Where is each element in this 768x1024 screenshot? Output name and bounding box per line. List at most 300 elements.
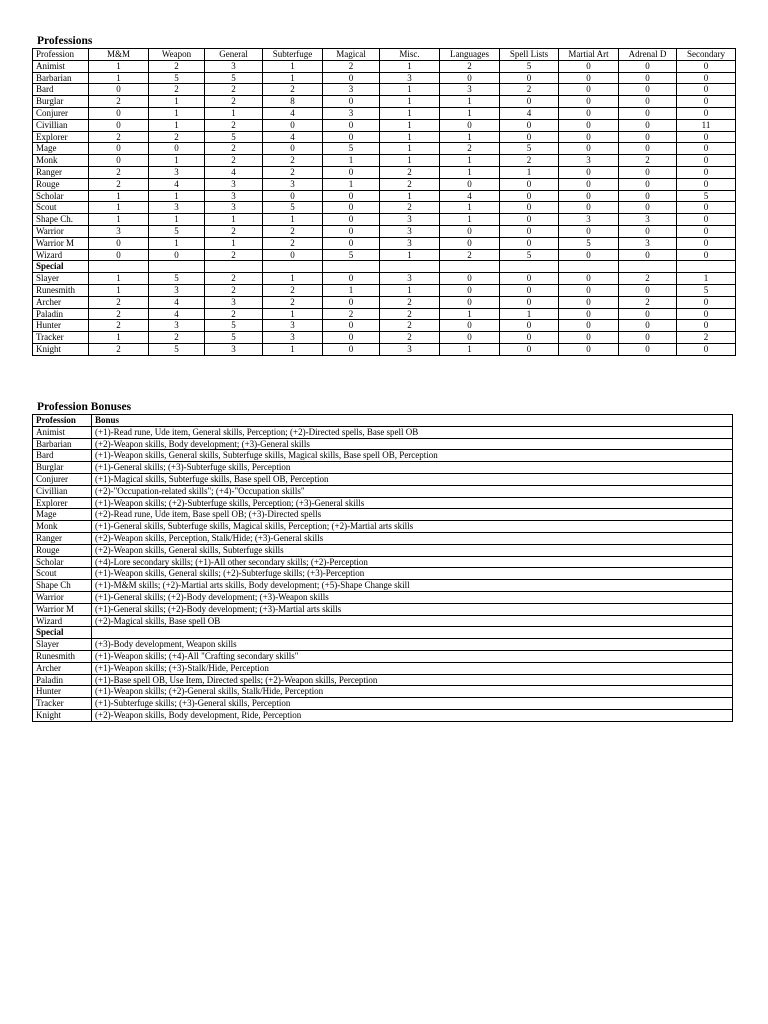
table-cell: 4: [263, 107, 323, 119]
table-cell: 0: [619, 107, 677, 119]
table-cell: 2: [89, 96, 149, 108]
table-cell: 1: [149, 237, 205, 249]
table-row: [33, 96, 736, 108]
table-cell: 0: [440, 296, 500, 308]
table-cell: 0: [619, 343, 677, 355]
table-cell: 3: [380, 237, 440, 249]
table-cell: 2: [263, 155, 323, 167]
table-cell: 0: [323, 273, 380, 285]
table-cell: 3: [149, 202, 205, 214]
table-cell: 0: [500, 178, 559, 190]
table-cell: 3: [205, 60, 263, 72]
table-header-row: [33, 49, 736, 61]
table-cell: 3: [323, 84, 380, 96]
profession-name: Rouge: [33, 178, 89, 190]
table-cell: 1: [380, 143, 440, 155]
table-cell: 3: [149, 166, 205, 178]
table-cell: 1: [149, 96, 205, 108]
table-cell: 1: [89, 202, 149, 214]
table-cell: 2: [205, 273, 263, 285]
table-cell: 5: [500, 143, 559, 155]
bonus-text: (+3)-Body development, Weapon skills: [92, 639, 733, 651]
table-row: [33, 178, 736, 190]
table-cell: 3: [323, 107, 380, 119]
table-cell: 4: [149, 296, 205, 308]
table-cell: 2: [205, 249, 263, 261]
table-cell: 3: [619, 214, 677, 226]
profession-name: Conjurer: [33, 107, 89, 119]
table-cell: 0: [440, 72, 500, 84]
table-cell: 1: [263, 72, 323, 84]
table-cell: 2: [440, 143, 500, 155]
column-header: Profession: [33, 49, 89, 61]
table-cell: 0: [500, 296, 559, 308]
table-cell: 2: [380, 296, 440, 308]
table-cell: 0: [440, 178, 500, 190]
table-row: [33, 190, 736, 202]
table-cell: 0: [323, 320, 380, 332]
profession-name: Warrior M: [33, 237, 89, 249]
table-cell: 0: [500, 332, 559, 344]
table-cell: 0: [440, 225, 500, 237]
table-cell: 1: [500, 308, 559, 320]
table-cell: [149, 261, 205, 273]
table-cell: 1: [323, 178, 380, 190]
table-cell: 0: [559, 96, 619, 108]
table-row: [33, 72, 736, 84]
profession-name: Knight: [33, 343, 89, 355]
table-cell: 3: [205, 343, 263, 355]
table-cell: 0: [677, 178, 736, 190]
table-cell: 3: [619, 237, 677, 249]
table-cell: 4: [440, 190, 500, 202]
table-row: [33, 485, 733, 497]
table-cell: 3: [559, 155, 619, 167]
profession-name: Scholar: [33, 556, 92, 568]
bonus-text: (+1)-General skills; (+3)-Subterfuge skills, Perception: [92, 462, 733, 474]
table-cell: 5: [323, 143, 380, 155]
table-cell: 1: [380, 84, 440, 96]
table-cell: 0: [619, 143, 677, 155]
table-cell: 3: [380, 72, 440, 84]
table-cell: 5: [205, 320, 263, 332]
table-cell: 1: [380, 284, 440, 296]
table-cell: 1: [89, 60, 149, 72]
bonus-text: (+2)-Weapon skills, Perception, Stalk/Hide; (+3)-General skills: [92, 532, 733, 544]
bonus-text: (+1)-Weapon skills, General skills, Subterfuge skills, Magical skills, Base spell OB, Perception: [92, 450, 733, 462]
table-cell: 0: [559, 202, 619, 214]
table-cell: 2: [380, 178, 440, 190]
table-cell: 0: [619, 72, 677, 84]
table-cell: 1: [380, 131, 440, 143]
table-cell: 2: [263, 84, 323, 96]
table-cell: 1: [440, 107, 500, 119]
table-cell: [619, 261, 677, 273]
table-cell: 2: [205, 143, 263, 155]
table-cell: 0: [619, 131, 677, 143]
profession-name: Ranger: [33, 166, 89, 178]
table-cell: 0: [677, 214, 736, 226]
table-cell: 1: [263, 343, 323, 355]
table-cell: 2: [205, 225, 263, 237]
table-cell: 1: [380, 60, 440, 72]
profession-name: Scout: [33, 202, 89, 214]
table-cell: 1: [89, 214, 149, 226]
profession-name: Hunter: [33, 320, 89, 332]
table-row: [33, 438, 733, 450]
bonus-text: (+1)-General skills, Subterfuge skills, Magical skills, Perception; (+2)-Martial arts skills: [92, 521, 733, 533]
table-cell: 0: [677, 237, 736, 249]
table-row: [33, 450, 733, 462]
profession-bonuses-table: [32, 414, 733, 722]
table-cell: 0: [440, 284, 500, 296]
table-cell: 4: [500, 107, 559, 119]
table-cell: 0: [677, 60, 736, 72]
table-cell: 0: [559, 284, 619, 296]
section-label: Special: [33, 627, 92, 639]
table-row: [33, 521, 733, 533]
column-header: Subterfuge: [263, 49, 323, 61]
table-cell: 2: [380, 166, 440, 178]
table-cell: 0: [440, 237, 500, 249]
table-row: [33, 568, 733, 580]
bonus-text: (+1)-Base spell OB, Use Item, Directed spells; (+2)-Weapon skills, Perception: [92, 674, 733, 686]
table-cell: 2: [380, 308, 440, 320]
profession-name: Explorer: [33, 131, 89, 143]
table-cell: 0: [677, 107, 736, 119]
table-row: [33, 662, 733, 674]
table-cell: 2: [205, 155, 263, 167]
table-cell: 1: [89, 284, 149, 296]
table-cell: 0: [323, 237, 380, 249]
table-cell: 3: [205, 202, 263, 214]
table-cell: 1: [89, 273, 149, 285]
table-cell: 0: [559, 225, 619, 237]
table-cell: 3: [205, 190, 263, 202]
professions-table: [32, 48, 736, 356]
table-cell: 2: [205, 308, 263, 320]
profession-name: Bard: [33, 84, 89, 96]
table-cell: 0: [89, 119, 149, 131]
table-cell: 0: [559, 131, 619, 143]
table-cell: 1: [500, 166, 559, 178]
bonus-text: (+2)-Weapon skills, Body development, Ride, Perception: [92, 709, 733, 721]
table-cell: 0: [149, 143, 205, 155]
table-cell: 3: [559, 214, 619, 226]
table-row: [33, 497, 733, 509]
table-cell: 2: [619, 155, 677, 167]
table-cell: 1: [440, 166, 500, 178]
table-cell: 1: [440, 308, 500, 320]
table-cell: 1: [440, 155, 500, 167]
bonus-text: (+2)-Read rune, Ude item, Base spell OB; (+3)-Directed spells: [92, 509, 733, 521]
section-label: Special: [33, 261, 89, 273]
table-cell: 1: [440, 131, 500, 143]
table-cell: 0: [619, 119, 677, 131]
table-cell: 2: [205, 284, 263, 296]
table-row: [33, 249, 736, 261]
table-cell: 0: [677, 155, 736, 167]
table-cell: 0: [619, 332, 677, 344]
table-cell: 0: [500, 237, 559, 249]
profession-name: Conjurer: [33, 473, 92, 485]
table-row: [33, 119, 736, 131]
table-row: [33, 320, 736, 332]
column-header: Profession: [33, 415, 92, 427]
table-cell: 1: [440, 343, 500, 355]
profession-name: Runesmith: [33, 284, 89, 296]
section-header-row: [33, 627, 733, 639]
table-cell: 1: [149, 155, 205, 167]
profession-name: Explorer: [33, 497, 92, 509]
bonus-text: (+1)-Subterfuge skills; (+3)-General skills, Perception: [92, 698, 733, 710]
profession-name: Rouge: [33, 544, 92, 556]
table-cell: 5: [149, 273, 205, 285]
table-cell: 2: [380, 332, 440, 344]
table-cell: 0: [500, 343, 559, 355]
column-header: Misc.: [380, 49, 440, 61]
bonus-text: (+2)-Weapon skills, General skills, Subterfuge skills: [92, 544, 733, 556]
bonuses-title: Profession Bonuses: [37, 401, 132, 413]
table-cell: [500, 261, 559, 273]
table-cell: 2: [263, 284, 323, 296]
table-cell: 1: [440, 202, 500, 214]
table-cell: 0: [263, 143, 323, 155]
table-cell: [440, 261, 500, 273]
column-header: General: [205, 49, 263, 61]
table-cell: 4: [149, 308, 205, 320]
table-cell: 0: [619, 166, 677, 178]
column-header: Martial Art: [559, 49, 619, 61]
table-cell: [205, 261, 263, 273]
table-cell: 3: [263, 320, 323, 332]
table-row: [33, 686, 733, 698]
table-row: [33, 580, 733, 592]
table-row: [33, 556, 733, 568]
table-cell: 2: [619, 296, 677, 308]
table-row: [33, 107, 736, 119]
table-cell: 0: [619, 178, 677, 190]
table-cell: 2: [89, 343, 149, 355]
table-cell: 0: [619, 202, 677, 214]
bonus-text: (+1)-Weapon skills; (+4)-All "Crafting secondary skills": [92, 650, 733, 662]
table-cell: 2: [440, 60, 500, 72]
table-cell: 2: [205, 84, 263, 96]
profession-name: Archer: [33, 296, 89, 308]
table-cell: 2: [263, 296, 323, 308]
profession-name: Burglar: [33, 462, 92, 474]
table-cell: 1: [205, 107, 263, 119]
column-header: Magical: [323, 49, 380, 61]
table-row: [33, 332, 736, 344]
profession-name: Civillian: [33, 485, 92, 497]
table-cell: 2: [89, 296, 149, 308]
table-row: [33, 155, 736, 167]
table-cell: 0: [559, 296, 619, 308]
table-cell: 0: [677, 202, 736, 214]
table-cell: 0: [559, 119, 619, 131]
table-cell: 2: [149, 60, 205, 72]
profession-name: Bard: [33, 450, 92, 462]
table-cell: 5: [500, 249, 559, 261]
table-row: [33, 84, 736, 96]
table-cell: 0: [500, 119, 559, 131]
table-cell: 0: [263, 190, 323, 202]
table-cell: 0: [263, 249, 323, 261]
profession-name: Scout: [33, 568, 92, 580]
bonus-text: (+1)-Read rune, Ude item, General skills, Perception; (+2)-Directed spells, Base spell OB: [92, 426, 733, 438]
table-cell: 11: [677, 119, 736, 131]
table-cell: 5: [205, 332, 263, 344]
table-row: [33, 225, 736, 237]
column-header: Languages: [440, 49, 500, 61]
profession-name: Mage: [33, 143, 89, 155]
table-cell: 2: [263, 166, 323, 178]
table-cell: 0: [619, 284, 677, 296]
table-cell: 0: [323, 296, 380, 308]
table-cell: 1: [380, 96, 440, 108]
table-cell: 0: [677, 320, 736, 332]
table-cell: 3: [89, 225, 149, 237]
table-cell: 0: [619, 60, 677, 72]
bonus-text: (+1)-Magical skills, Subterfuge skills, Base spell OB, Perception: [92, 473, 733, 485]
profession-name: Ranger: [33, 532, 92, 544]
table-cell: 1: [380, 119, 440, 131]
column-header: Weapon: [149, 49, 205, 61]
bonus-text: (+4)-Lore secondary skills; (+1)-All other secondary skills; (+2)-Perception: [92, 556, 733, 568]
table-cell: 1: [149, 107, 205, 119]
table-cell: 1: [263, 214, 323, 226]
table-cell: 0: [677, 131, 736, 143]
table-cell: 3: [205, 178, 263, 190]
table-cell: 2: [89, 320, 149, 332]
bonus-text: (+1)-Weapon skills, General skills; (+2)-Subterfuge skills; (+3)-Perception: [92, 568, 733, 580]
table-row: [33, 462, 733, 474]
profession-name: Barbarian: [33, 438, 92, 450]
table-cell: 0: [500, 131, 559, 143]
table-cell: 3: [380, 214, 440, 226]
table-cell: [263, 261, 323, 273]
table-row: [33, 143, 736, 155]
table-cell: 0: [677, 84, 736, 96]
table-cell: 1: [380, 155, 440, 167]
table-row: [33, 473, 733, 485]
table-row: [33, 60, 736, 72]
table-cell: 1: [263, 60, 323, 72]
table-cell: 3: [205, 296, 263, 308]
table-cell: 1: [380, 107, 440, 119]
table-cell: 0: [500, 225, 559, 237]
table-cell: 3: [149, 320, 205, 332]
table-cell: 1: [677, 273, 736, 285]
table-cell: 2: [89, 166, 149, 178]
bonus-text: (+1)-Weapon skills; (+2)-General skills, Stalk/Hide, Perception: [92, 686, 733, 698]
bonus-text: (+2)-Magical skills, Base spell OB: [92, 615, 733, 627]
table-cell: 2: [89, 308, 149, 320]
table-cell: [92, 627, 733, 639]
profession-name: Burglar: [33, 96, 89, 108]
table-cell: 2: [263, 225, 323, 237]
table-cell: 5: [205, 131, 263, 143]
table-cell: 0: [89, 84, 149, 96]
table-cell: 0: [89, 155, 149, 167]
bonus-text: (+2)-Weapon skills, Body development; (+3)-General skills: [92, 438, 733, 450]
table-cell: 0: [619, 190, 677, 202]
table-cell: 5: [323, 249, 380, 261]
table-row: [33, 709, 733, 721]
profession-name: Warrior: [33, 225, 89, 237]
table-cell: 1: [440, 214, 500, 226]
table-row: [33, 202, 736, 214]
table-cell: 0: [323, 72, 380, 84]
table-cell: 0: [619, 84, 677, 96]
table-cell: 0: [323, 343, 380, 355]
table-cell: 3: [380, 343, 440, 355]
table-cell: 0: [323, 166, 380, 178]
table-cell: 0: [500, 284, 559, 296]
table-cell: 0: [677, 143, 736, 155]
table-cell: 2: [149, 84, 205, 96]
table-cell: 0: [89, 143, 149, 155]
profession-name: Tracker: [33, 332, 89, 344]
table-cell: 0: [500, 96, 559, 108]
table-cell: 0: [500, 320, 559, 332]
table-cell: 4: [263, 131, 323, 143]
table-cell: 0: [677, 96, 736, 108]
table-cell: 1: [323, 284, 380, 296]
table-cell: 0: [619, 225, 677, 237]
table-cell: 0: [500, 190, 559, 202]
table-cell: 5: [500, 60, 559, 72]
table-cell: 0: [677, 308, 736, 320]
table-cell: 5: [677, 190, 736, 202]
table-row: [33, 284, 736, 296]
profession-name: Paladin: [33, 308, 89, 320]
table-row: [33, 603, 733, 615]
table-cell: 1: [263, 308, 323, 320]
column-header: Spell Lists: [500, 49, 559, 61]
table-cell: 0: [500, 214, 559, 226]
table-cell: 1: [263, 273, 323, 285]
section-header-row: [33, 261, 736, 273]
table-row: [33, 273, 736, 285]
table-cell: 5: [263, 202, 323, 214]
table-cell: 2: [500, 155, 559, 167]
table-cell: 5: [149, 343, 205, 355]
profession-name: Tracker: [33, 698, 92, 710]
table-row: [33, 544, 733, 556]
profession-name: Paladin: [33, 674, 92, 686]
table-row: [33, 131, 736, 143]
column-header: Secondary: [677, 49, 736, 61]
table-cell: 5: [149, 72, 205, 84]
table-cell: 1: [440, 96, 500, 108]
table-cell: 0: [559, 107, 619, 119]
profession-name: Hunter: [33, 686, 92, 698]
profession-name: Slayer: [33, 273, 89, 285]
table-cell: 0: [559, 84, 619, 96]
table-cell: 2: [380, 320, 440, 332]
bonus-text: (+1)-General skills; (+2)-Body development; (+3)-Weapon skills: [92, 591, 733, 603]
table-cell: 3: [263, 178, 323, 190]
table-cell: 2: [323, 308, 380, 320]
table-cell: 0: [559, 273, 619, 285]
professions-title: Professions: [37, 35, 93, 47]
table-cell: 0: [149, 249, 205, 261]
table-cell: 0: [559, 72, 619, 84]
profession-name: Warrior M: [33, 603, 92, 615]
table-row: [33, 615, 733, 627]
